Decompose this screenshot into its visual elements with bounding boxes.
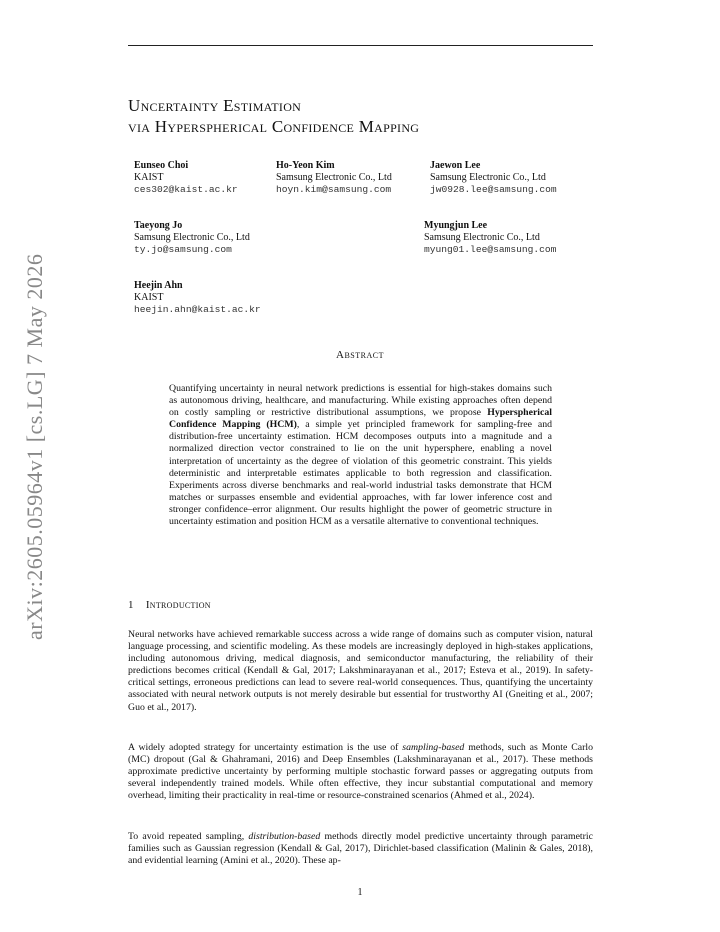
paragraph-emphasis: sampling-based	[402, 742, 465, 753]
paragraph-text: A widely adopted strategy for uncertainty estimation is the use of	[128, 742, 403, 753]
header-rule	[128, 45, 593, 46]
author-affiliation: KAIST	[134, 172, 164, 183]
author-email[interactable]: jw0928.lee@samsung.com	[430, 184, 557, 195]
author-name: Taeyong Jo	[134, 220, 183, 231]
author-email[interactable]: ces302@kaist.ac.kr	[134, 184, 238, 195]
author-block	[424, 220, 556, 256]
intro-paragraph-3	[128, 831, 593, 867]
abstract-body	[169, 383, 552, 528]
abstract-text: , a simple yet principled framework for sampling-free and distribution-free uncertainty estimation. HCM decomposes outputs into a magnitude and a normalized direction vector constrained to lie on the unit hypersphere, enabling a novel interpretation of uncertainty as the degree of violation of this geometric constraint. This yields deterministic and interpretable estimates applicable to both regression and classification. Experiments across diverse benchmarks and real-world industrial tasks demonstrate that HCM matches or surpasses ensemble and evidential approaches, with far lower inference cost and stronger confidence–error alignment. Our results highlight the power of geometric structure in uncertainty estimation and position HCM as a versatile alternative to conventional techniques.	[169, 419, 553, 528]
author-affiliation: Samsung Electronic Co., Ltd	[430, 172, 546, 183]
author-affiliation: Samsung Electronic Co., Ltd	[276, 172, 392, 183]
page-number: 1	[357, 887, 363, 898]
author-affiliation: Samsung Electronic Co., Ltd	[424, 232, 540, 243]
paragraph-text: methods, such as Monte Carlo (MC) dropout (Gal & Ghahramani, 2016) and Deep Ensembles (Lakshminarayanan et al., 2017). These methods approximate predictive uncertainty by performing multiple stochastic forward passes or aggregating outputs from several independently trained models. While often effective, they incur substantial computational and memory overhead, limiting their practicality in real-time or resource-constrained scenarios (Ahmed et al., 2024).	[128, 742, 593, 802]
author-block	[430, 160, 557, 196]
author-block	[134, 160, 238, 196]
paragraph-emphasis: distribution-based	[248, 831, 321, 842]
arxiv-identifier: arXiv:2605.05964v1 [cs.LG] 7 May 2026	[22, 253, 47, 640]
author-affiliation: KAIST	[134, 292, 164, 303]
author-name: Heejin Ahn	[134, 280, 183, 291]
title-line-2: via Hyperspherical Confidence Mapping	[128, 117, 420, 136]
author-block	[276, 160, 392, 196]
paragraph-text: methods directly model predictive uncertainty through parametric families such as Gaussian regression (Kendall & Gal, 2017), Dirichlet-based classification (Malinin & Gales, 2018), and evidential learning (Amini et al., 2020). These ap-	[128, 831, 593, 867]
section-title: Introduction	[145, 599, 211, 611]
section-number: 1	[128, 599, 134, 611]
author-email[interactable]: hoyn.kim@samsung.com	[276, 184, 392, 195]
title-line-1: Uncertainty Estimation	[128, 96, 302, 115]
author-name: Jaewon Lee	[430, 160, 481, 171]
author-block	[134, 280, 261, 316]
intro-paragraph-2	[128, 742, 593, 802]
author-affiliation: Samsung Electronic Co., Ltd	[134, 232, 250, 243]
section-heading	[128, 599, 211, 611]
abstract-method-name: Hyperspherical Confidence Mapping (HCM)	[169, 407, 552, 431]
intro-paragraph-1: Neural networks have achieved remarkable success across a wide range of domains such as computer vision, natural language processing, and scientific modeling. As these models are increasingly deployed in high-stakes applications, including autonomous driving, medical diagnosis, and semiconductor manufacturing, the reliability of their predictions becomes critical (Kendall & Gal, 2017; Lakshminarayanan et al., 2017; Esteva et al., 2019). In safety-critical settings, erroneous predictions can lead to severe real-world consequences. Thus, quantifying the uncertainty associated with neural network outputs is not merely desirable but essential for trustworthy AI (Gneiting et al., 2007; Guo et al., 2017).	[128, 629, 593, 713]
author-name: Ho-Yeon Kim	[276, 160, 335, 171]
paragraph-text: To avoid repeated sampling,	[128, 831, 249, 842]
abstract-heading: Abstract	[336, 349, 384, 361]
paper-title	[128, 95, 608, 137]
author-email[interactable]: ty.jo@samsung.com	[134, 244, 232, 255]
author-name: Myungjun Lee	[424, 220, 488, 231]
author-email[interactable]: heejin.ahn@kaist.ac.kr	[134, 304, 261, 315]
author-block	[134, 220, 250, 256]
author-name: Eunseo Choi	[134, 160, 189, 171]
abstract-text: Quantifying uncertainty in neural network predictions is essential for high-stakes domains such as autonomous driving, healthcare, and manufacturing. While existing approaches often depend on costly sampling or restrictive distributional assumptions, we propose	[169, 383, 552, 419]
author-email[interactable]: myung01.lee@samsung.com	[424, 244, 557, 255]
